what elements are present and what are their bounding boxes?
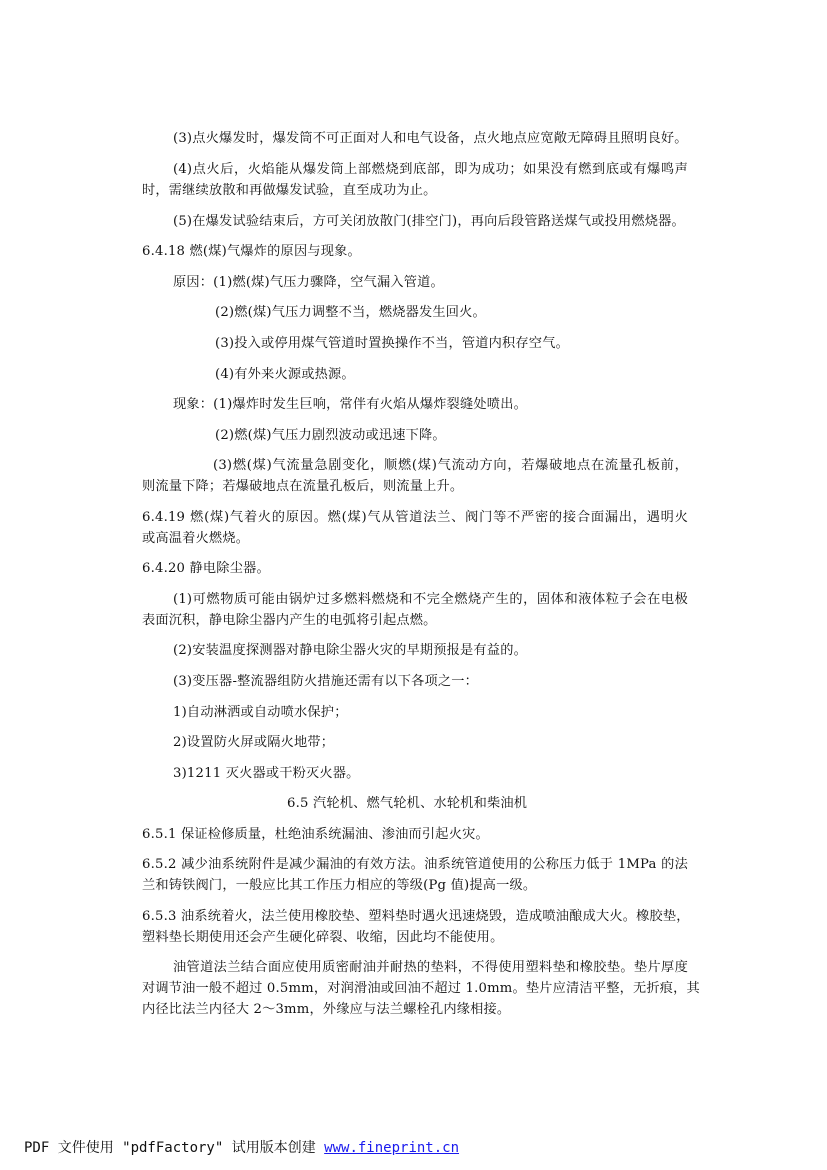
paragraph-line: (4)点火后，火焰能从爆发筒上部燃烧到底部，即为成功；如果没有燃到底或有爆鸣声: [173, 162, 688, 177]
list-item: 3)1211 灭火器或干粉灭火器。: [173, 766, 360, 781]
paragraph-line: 兰和铸铁阀门，一般应比其工作压力相应的等级(Pg 值)提高一级。: [142, 878, 537, 893]
section-heading: 6.5.2 减少油系统附件是减少漏油的有效方法。油系统管道使用的公称压力低于 1MPa 的法: [142, 857, 688, 872]
section-title: 6.5 汽轮机、燃气轮机、水轮机和柴油机: [287, 796, 528, 811]
list-item: 原因：(1)燃(煤)气压力骤降，空气漏入管道。: [173, 275, 444, 290]
list-item: (2)燃(煤)气压力剧烈波动或迅速下降。: [215, 428, 446, 443]
list-item: (3)投入或停用煤气管道时置换操作不当，管道内积存空气。: [215, 336, 569, 351]
list-item: 2)设置防火屏或隔火地带；: [173, 735, 335, 750]
paragraph-line: (2)安装温度探测器对静电除尘器火灾的早期预报是有益的。: [173, 643, 527, 658]
paragraph-line: 则流量下降；若爆破地点在流量孔板后，则流量上升。: [142, 479, 464, 494]
paragraph-line: (1)可燃物质可能由锅炉过多燃料燃烧和不完全燃烧产生的，固体和液体粒子会在电极: [173, 592, 688, 607]
list-item: 现象：(1)爆炸时发生巨响，常伴有火焰从爆炸裂缝处喷出。: [173, 397, 527, 412]
paragraph-line: (3)变压器-整流器组防火措施还需有以下各项之一：: [173, 674, 479, 689]
pdf-footer: [24, 1139, 459, 1157]
paragraph-line: (5)在爆发试验结束后，方可关闭放散门(排空门)，再向后段管路送煤气或投用燃烧器。: [173, 214, 685, 229]
list-item: (2)燃(煤)气压力调整不当，燃烧器发生回火。: [215, 305, 486, 320]
paragraph-line: 内径比法兰内径大 2～3mm，外缘应与法兰螺栓孔内缘相接。: [142, 1002, 511, 1017]
section-heading: 6.4.19 燃(煤)气着火的原因。燃(煤)气从管道法兰、阀门等不严密的接合面漏出，遇明火: [142, 510, 688, 525]
paragraph-line: 对调节油一般不超过 0.5mm，对润滑油或回油不超过 1.0mm。垫片应清洁平整，无折痕，其: [142, 981, 700, 996]
list-item: (3)燃(煤)气流量急剧变化，顺燃(煤)气流动方向，若爆破地点在流量孔板前，: [213, 458, 688, 473]
section-heading: 6.5.1 保证检修质量，杜绝油系统漏油、渗油而引起火灾。: [142, 827, 489, 842]
paragraph-line: 塑料垫长期使用还会产生硬化碎裂、收缩，因此均不能使用。: [142, 930, 504, 945]
paragraph-line: 油管道法兰结合面应使用质密耐油并耐热的垫料，不得使用塑料垫和橡胶垫。垫片厚度: [173, 960, 688, 975]
list-item: 1)自动淋洒或自动喷水保护；: [173, 705, 348, 720]
paragraph-line: 时，需继续放散和再做爆发试验，直至成功为止。: [142, 183, 437, 198]
paragraph-line: 表面沉积，静电除尘器内产生的电弧将引起点燃。: [142, 613, 437, 628]
section-heading: 6.4.20 静电除尘器。: [142, 561, 270, 576]
section-heading: 6.4.18 燃(煤)气爆炸的原因与现象。: [142, 244, 361, 259]
footer-text: PDF 文件使用 "pdfFactory" 试用版本创建: [24, 1140, 325, 1156]
footer-link[interactable]: www.fineprint.cn: [324, 1140, 460, 1156]
paragraph-line: 或高温着火燃烧。: [142, 531, 250, 546]
section-heading: 6.5.3 油系统着火，法兰使用橡胶垫、塑料垫时遇火迅速烧毁，造成喷油酿成大火。橡胶垫，: [142, 909, 690, 924]
paragraph-line: (3)点火爆发时，爆发筒不可正面对人和电气设备，点火地点应宽敞无障碍且照明良好。: [173, 131, 688, 146]
list-item: (4)有外来火源或热源。: [215, 367, 355, 382]
